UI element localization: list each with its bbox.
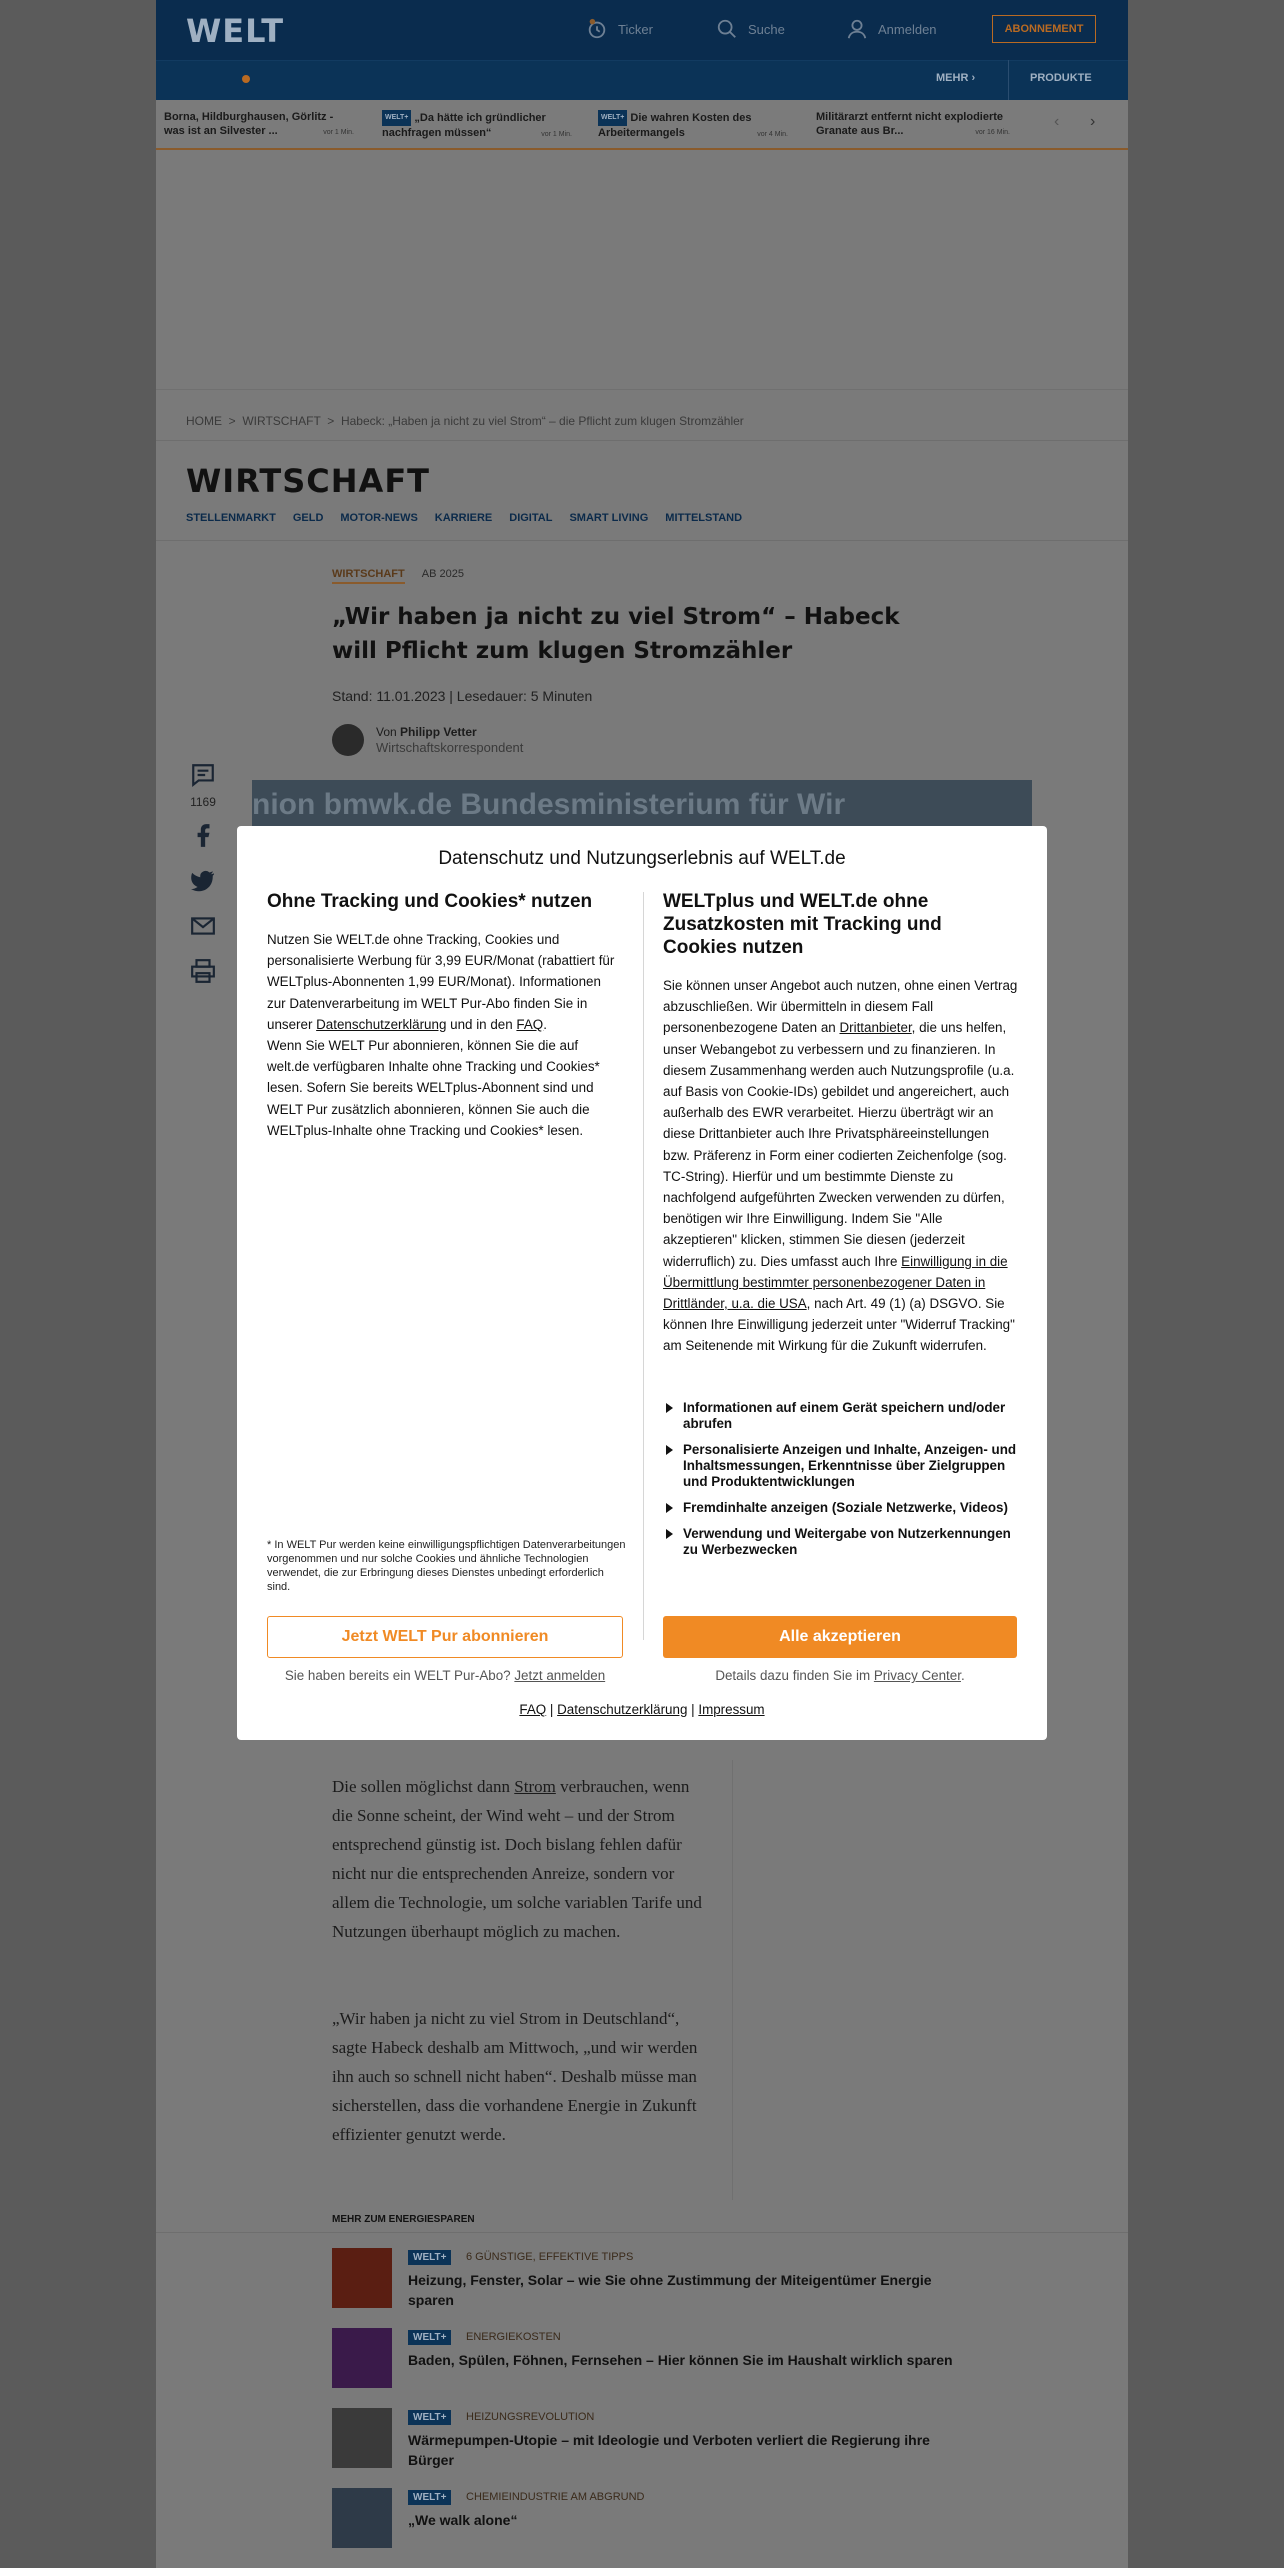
consent-title: Datenschutz und Nutzungserlebnis auf WELT.de	[438, 848, 846, 869]
author-prefix: Von	[376, 725, 397, 739]
mehr-menu-button[interactable]: MEHR ›	[936, 72, 976, 84]
left-text: Wenn Sie WELT Pur abonnieren, können Sie die auf welt.de verfügbaren Inhalte ohne Tracking und Cookies* lesen. Sofern Sie bereits WELTplus-Abonnent sind und WELT Pur zusätzlich abonnieren, können Sie auch die WELTplus-Inhalte ohne Tracking und Cookies* lesen.	[267, 1038, 600, 1138]
related-title[interactable]: Wärmepumpen-Utopie – mit Ideologie und Verboten verliert die Regierung ihre Bürger	[408, 2432, 930, 2468]
ticker-item-title: „Da hätte ich gründlicher nachfragen müssen“	[382, 111, 546, 139]
article-hero-image[interactable]	[252, 780, 1032, 828]
footer-impressum-link[interactable]: Impressum	[698, 1702, 765, 1717]
mail-icon[interactable]	[190, 913, 216, 939]
accept-all-button[interactable]: Alle akzeptieren	[663, 1616, 1017, 1658]
ticker-item-time: vor 4 Min.	[757, 131, 788, 138]
login-link[interactable]	[846, 18, 937, 40]
consent-left-column	[267, 890, 623, 1141]
ticker-item-title: Militärarzt entfernt nicht explodierte Granate aus Br...	[816, 111, 1004, 137]
ticker-item[interactable]	[164, 110, 354, 138]
section-nav-bar	[156, 60, 1128, 100]
consent-divider	[643, 892, 644, 1640]
divider	[156, 540, 1128, 541]
chevron-right-icon: ›	[971, 72, 976, 84]
subnav-item[interactable]: DIGITAL	[509, 512, 553, 524]
related-article[interactable]	[332, 2328, 972, 2392]
breadcrumb-current: Habeck: „Haben ja nicht zu viel Strom“ – die Pflicht zum klugen Stromzähler	[340, 414, 744, 428]
news-ticker	[156, 100, 1128, 150]
related-thumbnail[interactable]	[332, 2328, 392, 2388]
related-article[interactable]	[332, 2248, 972, 2312]
article-paragraph	[332, 1772, 712, 1946]
welt-logo[interactable]: WELT	[186, 12, 285, 50]
right-heading: WELTplus und WELT.de ohne Zusatzkosten mit Tracking und Cookies nutzen	[663, 891, 942, 958]
subnav-item[interactable]: MOTOR-NEWS	[340, 512, 418, 524]
article-meta: Stand: 11.01.2023 | Lesedauer: 5 Minuten	[332, 688, 593, 704]
login-label: Anmelden	[878, 21, 937, 37]
related-category: CHEMIEINDUSTRIE AM ABGRUND	[466, 2491, 645, 2503]
related-heading: MEHR ZUM ENERGIESPAREN	[332, 2214, 475, 2225]
note-text: .	[960, 1668, 965, 1683]
subnav-item[interactable]: KARRIERE	[434, 512, 493, 524]
ticker-item-time: vor 1 Min.	[541, 131, 572, 138]
ad-placeholder	[156, 152, 1128, 390]
subnav-item[interactable]: MITTELSTAND	[665, 512, 743, 524]
subnav-item[interactable]: SMART LIVING	[569, 512, 649, 524]
related-title[interactable]: Baden, Spülen, Föhnen, Fernsehen – Hier können Sie im Haushalt wirklich sparen	[408, 2352, 953, 2368]
breadcrumb-home[interactable]: HOME	[186, 414, 222, 428]
purpose-toggle[interactable]: Informationen auf einem Gerät speichern und/oder abrufen	[663, 1400, 1019, 1432]
twitter-icon[interactable]	[190, 868, 216, 894]
ticker-item[interactable]	[816, 110, 1010, 138]
welt-plus-badge: WELT+	[382, 110, 411, 126]
related-thumbnail[interactable]	[332, 2488, 392, 2548]
share-sidebar	[190, 762, 220, 1003]
ticker-item-title: Die wahren Kosten des Arbeitermangels	[598, 111, 752, 139]
ticker-label: Ticker	[618, 21, 653, 37]
abonnement-button[interactable]: ABONNEMENT	[992, 15, 1096, 43]
related-thumbnail[interactable]	[332, 2408, 392, 2468]
facebook-icon[interactable]	[190, 823, 216, 849]
related-category: 6 GÜNSTIGE, EFFEKTIVE TIPPS	[466, 2251, 634, 2263]
breadcrumb	[186, 414, 744, 428]
consent-footer-links	[237, 1702, 1047, 1717]
print-icon[interactable]	[190, 958, 216, 984]
breadcrumb-separator: >	[327, 414, 335, 428]
ticker-item[interactable]	[598, 110, 788, 140]
consent-right-column	[663, 890, 1019, 1357]
paragraph-text: verbrauchen, wenn die Sonne scheint, der Wind weht – und der Strom entsprechend günstig ist. Doch bislang fehlen dafür nicht nur die entsprechenden Anreize, sondern vor allem die Technologie, um solche variablen Tarife und Nutzungen überhaupt möglich zu machen.	[332, 1777, 702, 1941]
clock-icon	[586, 18, 608, 40]
related-title[interactable]: „We walk alone“	[408, 2512, 518, 2528]
author-name[interactable]: Philipp Vetter	[400, 725, 477, 739]
right-description	[663, 975, 1019, 1357]
divider	[156, 440, 1128, 441]
ticker-link[interactable]	[586, 18, 653, 40]
consent-dialog	[237, 826, 1047, 1740]
search-label: Suche	[748, 21, 785, 37]
nav-dot-indicator	[242, 75, 250, 83]
breadcrumb-section[interactable]: WIRTSCHAFT	[242, 414, 321, 428]
privacy-center-note	[663, 1668, 1017, 1683]
note-text: Sie haben bereits ein WELT Pur-Abo?	[284, 1668, 511, 1683]
comment-icon[interactable]	[190, 762, 216, 788]
author-info	[376, 724, 523, 756]
article-paragraph: „Wir haben ja nicht zu viel Strom in Deutschland“, sagte Habeck deshalb am Mittwoch, „und wir werden ihn auch so schnell nicht haben“. Deshalb müsse man sicherstellen, dass die vorhandene Energie in Zukunft effizienter genutzt werde.	[332, 2009, 698, 2144]
comment-count[interactable]: 1169	[190, 795, 216, 809]
footer-datenschutz-link[interactable]: Datenschutzerklärung	[557, 1702, 688, 1717]
purpose-toggle[interactable]: Fremdinhalte anzeigen (Soziale Netzwerke, Videos)	[663, 1500, 1019, 1516]
kicker-section[interactable]: WIRTSCHAFT	[332, 568, 405, 584]
link-separator: |	[549, 1702, 554, 1717]
ticker-next-button[interactable]: ›	[1090, 113, 1096, 130]
ticker-item[interactable]	[382, 110, 572, 140]
right-text: , die uns helfen, unser Webangebot zu verbessern und zu finanzieren. In diesem Zusammenhang werden auch Nutzungsprofile (u.a. auf Basis von Cookie-IDs) gebildet und angereichert, auch außerhalb des EWR verarbeitet. Hierzu überträgt wir an diese Drittanbieter auch Ihre Privatsphäreeinstellungen bzw. Präferenz in Form einer codierten Zeichenfolge (sog. TC-String). Hierfür und um bestimmte Dienste zu nachfolgend aufgeführten Zwecken verwenden zu dürfen, benötigen wir Ihre Einwilligung. Indem Sie "Alle akzeptieren" klicken, stimmen Sie diesen (jederzeit widerruflich) zu. Dies umfasst auch Ihre	[663, 1020, 1015, 1269]
top-bar	[156, 0, 1128, 60]
welt-plus-badge: WELT+	[408, 2490, 451, 2505]
purpose-toggle[interactable]: Personalisierte Anzeigen und Inhalte, Anzeigen- und Inhaltsmessungen, Erkenntnisse über Zielgruppen und Produktentwicklungen	[663, 1442, 1019, 1490]
purpose-toggle[interactable]: Verwendung und Weitergabe von Nutzerkennungen zu Werbezwecken	[663, 1526, 1019, 1558]
related-article[interactable]	[332, 2408, 972, 2472]
welt-plus-badge: WELT+	[408, 2410, 451, 2425]
nav-divider	[1008, 60, 1009, 100]
left-text: und in den	[450, 1016, 513, 1032]
welt-plus-badge: WELT+	[598, 110, 627, 126]
breadcrumb-separator: >	[228, 414, 236, 428]
subnav-item[interactable]: GELD	[292, 512, 324, 524]
datenschutz-link[interactable]: Datenschutzerklärung	[316, 1016, 447, 1032]
left-description: Nutzen Sie WELT.de ohne Tracking, Cookies und personalisierte Werbung für 3,99 EUR/Monat (rabattiert für WELTplus-Abonnenten 1,99 EUR/Monat). Informationen zur Datenverarbeitung im WELT Pur-Abo finden Sie in unserer Datenschutzerklärung und in den FAQ. Wenn Sie WELT Pur abonnieren, können Sie die auf welt.de verfügbaren Inhalte ohne Tracking und Cookies* lesen. Sofern Sie bereits WELTplus-Abonnent sind und WELT Pur zusätzlich abonnieren, können Sie auch die WELTplus-Inhalte ohne Tracking und Cookies* lesen.	[267, 932, 615, 1138]
author-role: Wirtschaftskorrespondent	[376, 740, 524, 755]
ticker-item-time: vor 16 Min.	[975, 129, 1010, 136]
ticker-item-time: vor 1 Min.	[323, 129, 354, 136]
left-text: Nutzen Sie WELT.de ohne Tracking, Cookies und personalisierte Werbung für 3,99 EUR/Monat (rabattiert für WELTplus-Abonnenten 1,99 EUR/Monat). Informationen zur Datenverarbeitung im WELT Pur-Abo finden Sie in unserer	[267, 932, 615, 1032]
related-thumbnail[interactable]	[332, 2248, 392, 2308]
faq-link[interactable]: FAQ	[516, 1016, 544, 1032]
welt-plus-badge: WELT+	[408, 2250, 451, 2265]
right-text: , nach Art. 49 (1) (a) DSGVO. Sie können Ihre Einwilligung jederzeit unter "Widerruf Tracking" am Seitenende mit Wirkung für die Zukunft widerrufen.	[663, 1296, 1015, 1354]
existing-abo-note	[267, 1668, 623, 1683]
ticker-item-title: Borna, Hildburghausen, Görlitz - was ist an Silvester ...	[164, 111, 334, 137]
article-kicker	[332, 568, 464, 580]
privacy-center-link[interactable]: Privacy Center	[873, 1668, 961, 1683]
column-divider	[732, 1760, 733, 2200]
welt-plus-badge: WELT+	[408, 2330, 451, 2345]
article-headline: „Wir haben ja nicht zu viel Strom“ – Habeck will Pflicht zum klugen Stromzähler	[332, 604, 900, 664]
related-category: ENERGIEKOSTEN	[466, 2331, 561, 2343]
user-icon	[846, 18, 868, 40]
divider	[156, 2232, 1128, 2233]
search-icon	[716, 18, 738, 40]
search-link[interactable]	[716, 18, 785, 40]
hero-caption-text: nion bmwk.de Bundesministerium für Wir	[252, 788, 846, 821]
drittland-consent-link[interactable]: Einwilligung in die Übermittlung bestimmter personenbezogener Daten in Drittländer, u.a. die USA	[663, 1253, 1008, 1312]
left-heading: Ohne Tracking und Cookies* nutzen	[267, 891, 593, 912]
section-title[interactable]: WIRTSCHAFT	[186, 462, 430, 500]
author-avatar[interactable]	[332, 724, 364, 756]
related-article[interactable]	[332, 2488, 972, 2552]
drittanbieter-link[interactable]: Drittanbieter	[839, 1020, 912, 1036]
produkte-menu-button[interactable]: PRODUKTE	[1030, 72, 1092, 84]
link-separator: |	[691, 1702, 695, 1717]
related-category: HEIZUNGSREVOLUTION	[466, 2411, 595, 2423]
note-text: Details dazu finden Sie im	[715, 1668, 871, 1683]
related-title[interactable]: Heizung, Fenster, Solar – wie Sie ohne Zustimmung der Miteigentümer Energie sparen	[408, 2272, 932, 2308]
purpose-list	[663, 1400, 1019, 1568]
paragraph-text: Die sollen möglichst dann	[332, 1777, 511, 1796]
subnav-item[interactable]: STELLENMARKT	[186, 512, 276, 524]
right-text: Sie können unser Angebot auch nutzen, ohne einen Vertrag abzuschließen. Wir übermitteln in diesem Fall personenbezogene Daten an	[663, 978, 1018, 1036]
strom-link[interactable]: Strom	[514, 1777, 556, 1796]
footer-faq-link[interactable]: FAQ	[519, 1702, 547, 1717]
ticker-prev-button[interactable]: ‹	[1054, 113, 1060, 130]
section-subnav	[186, 512, 742, 524]
login-now-link[interactable]: Jetzt anmelden	[514, 1668, 606, 1683]
left-footnote: * In WELT Pur werden keine einwilligungspflichtigen Datenverarbeitungen vorgenommen und nur solche Cookies und ähnliche Technologien verwendet, die zur Erbringung dieses Dienstes unbedingt erforderlich sind.	[267, 1539, 626, 1593]
kicker-topic: AB 2025	[421, 568, 464, 580]
subscribe-welt-pur-button[interactable]: Jetzt WELT Pur abonnieren	[267, 1616, 623, 1658]
